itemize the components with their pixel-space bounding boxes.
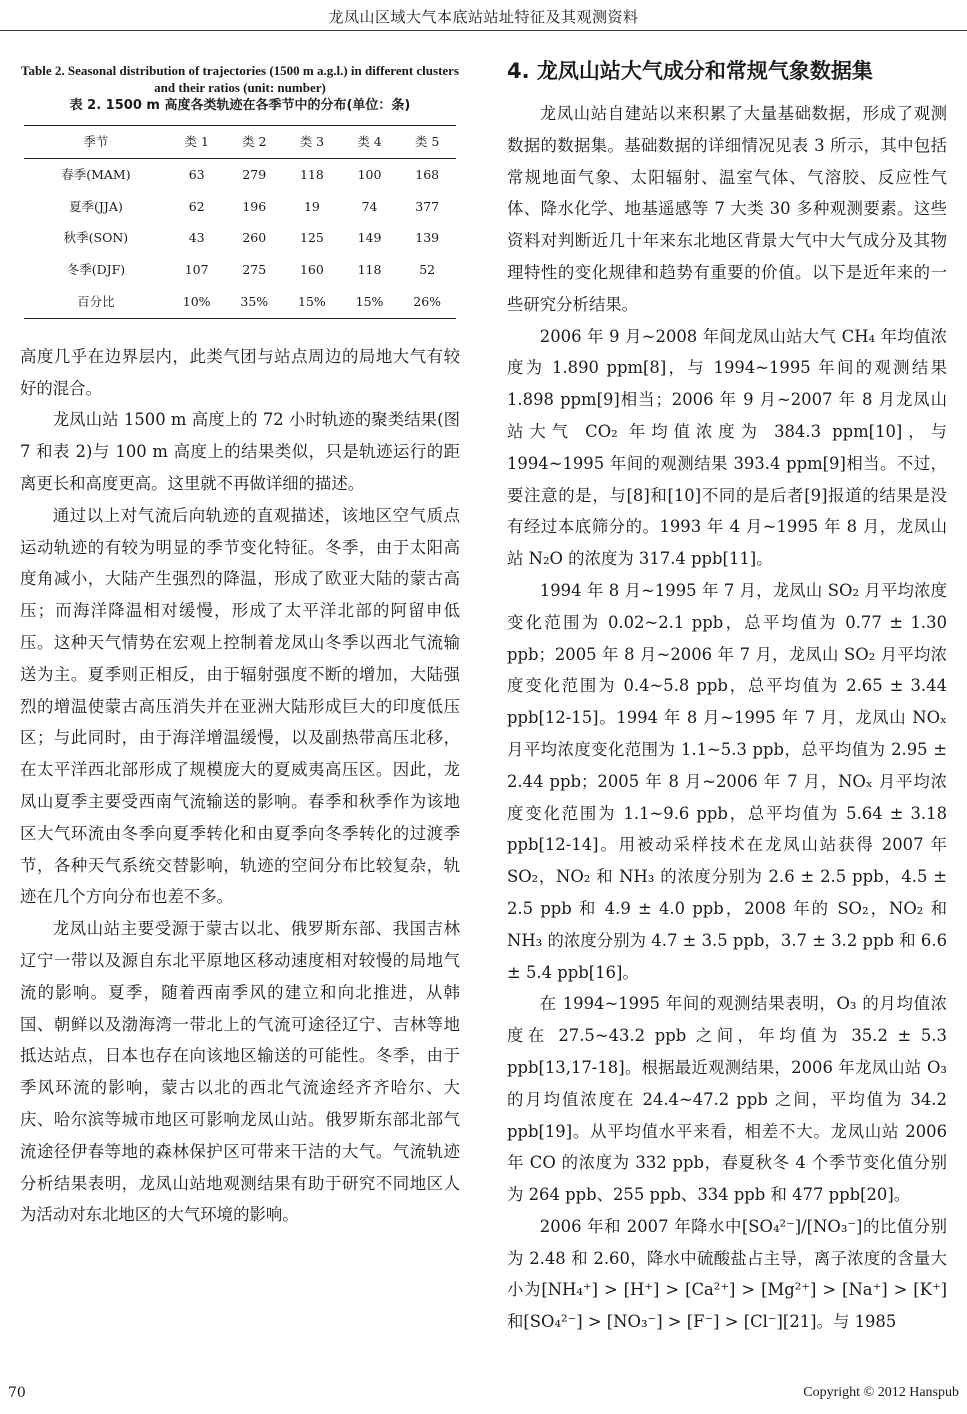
table-row [24, 158, 456, 190]
table-cell: 夏季(JJA) [69, 198, 123, 214]
body-paragraph: 在 1994~1995 年间的观测结果表明，O₃ 的月均值浓度在 27.5~43.2 ppb 之间，年均值为 35.2 ± 5.3 ppb[13,17-18]。根据最近观测结果，2006 年龙凤山站 O₃ 的月均值浓度在 24.4~47.2 ppb 之间，平均值为 34.2 ppb[19]。从平均值水平来看，相差不大。龙凤山站 2006 年 CO 的浓度为 332 ppb，春夏秋冬 4 个季节变化值分别为 264 ppb、255 ppb、334 ppb 和 477 ppb[20]。 [507, 994, 947, 1205]
column-header: 类 5 [398, 126, 456, 159]
table-cell: 118 [299, 166, 324, 182]
table-cell: 260 [242, 230, 267, 246]
table-row [24, 222, 456, 254]
body-paragraph: 2006 年和 2007 年降水中[SO₄²⁻]/[NO₃⁻]的比值分别为 2.48 和 2.60，降水中硫酸盐占主导，离子浓度的含量大小为[NH₄⁺] > [H⁺] > [Ca²⁺] > [Mg²⁺] > [Na⁺] > [K⁺]和[SO₄²⁻] > [NO₃⁻] > [F⁻] > [Cl⁻][21]。与 1985 [507, 1216, 947, 1332]
body-paragraph: 通过以上对气流后向轨迹的直观描述，该地区空气质点运动轨迹的有较为明显的季节变化特征。冬季，由于太阳高度角减小，大陆产生强烈的降温，形成了欧亚大陆的蒙古高压；而海洋降温相对缓慢，形成了太平洋北部的阿留申低压。这种天气情势在宏观上控制着龙凤山冬季以西北气流输送为主。夏季则正相反，由于辐射强度不断的增加，大陆强烈的增温使蒙古高压消失并在亚洲大陆形成巨大的印度低压区；与此同时，由于海洋增温缓慢，以及副热带高压北移，在太平洋西北部形成了规模庞大的夏威夷高压区。因此，龙凤山夏季主要受西南气流输送的影响。春季和秋季作为该地区大气环流由冬季向夏季转化和由夏季向冬季转化的过渡季节，各种天气系统交替影响，轨迹的空间分布比较复杂，轨迹在几个方向分布也差不多。 [20, 505, 460, 907]
table-caption-cn: 表 2. 1500 m 高度各类轨迹在各季节中的分布(单位：条) [69, 98, 411, 113]
table-cell: 秋季(SON) [63, 230, 129, 246]
copyright-notice: Copyright © 2012 Hanspub [803, 1385, 959, 1400]
table-cell: 26% [398, 286, 456, 318]
table-cell: 35% [225, 286, 283, 318]
column-header: 类 3 [283, 126, 341, 159]
column-header: 类 1 [168, 126, 226, 159]
body-paragraph: 1994 年 8 月~1995 年 7 月，龙凤山 SO₂ 月平均浓度变化范围为 0.02~2.1 ppb，总平均值为 0.77 ± 1.30 ppb；2005 年 8 月~2006 年 7 月，龙凤山 SO₂ 月平均浓度变化范围为 0.4~5.8 ppb，总平均值为 2.65 ± 3.44 ppb[12-15]。1994 年 8 月~1995 年 7 月，龙凤山 NOₓ 月平均浓度变化范围为 1.1~5.3 ppb，总平均值为 2.95 ± 2.44 ppb；2005 年 8 月~2006 年 7 月，NOₓ 月平均浓度变化范围为 1.1~9.6 ppb，总平均值为 5.64 ± 3.18 ppb[12-14]。用被动采样技术在龙凤山站获得 2007 年 SO₂，NO₂ 和 NH₃ 的浓度分别为 2.6 ± 2.5 ppb，4.5 ± 2.5 ppb 和 4.9 ± 4.0 ppb，2008 年的 SO₂，NO₂ 和 NH₃ 的浓度分别为 4.7 ± 3.5 ppb，3.7 ± 3.2 ppb 和 6.6 ± 5.4 ppb[16]。 [507, 580, 947, 982]
table-cell: 10% [168, 286, 226, 318]
table-cell: 43 [188, 230, 205, 246]
column-header: 类 4 [341, 126, 399, 159]
body-paragraph: 高度几乎在边界层内，此类气团与站点周边的局地大气有较好的混合。 [20, 346, 460, 398]
page-number: 70 [8, 1385, 26, 1401]
table-cell: 139 [415, 230, 440, 246]
table-cell: 125 [299, 230, 324, 246]
table-cell: 百分比 [24, 286, 168, 318]
body-paragraph: 2006 年 9 月~2008 年间龙凤山站大气 CH₄ 年均值浓度为 1.890 ppm[8]，与 1994~1995 年间的观测结果 1.898 ppm[9]相当；2006 年 9 月~2007 年 8 月龙凤山站大气 CO₂ 年均值浓度为 384.3 ppm[10]，与 1994~1995 年间的观测结果 393.4 ppm[9]相当。不过，要注意的是，与[8]和[10]不同的是后者[9]报道的结果是没有经过本底筛分的。1993 年 4 月~1995 年 8 月，龙凤山站 N₂O 的浓度为 317.4 ppb[11]。 [507, 326, 948, 569]
table-cell: 15% [283, 286, 341, 318]
table-cell: 15% [341, 286, 399, 318]
table-cell: 春季(MAM) [61, 166, 131, 182]
table-cell: 62 [188, 198, 205, 214]
table-cell: 196 [242, 198, 267, 214]
header-divider [0, 30, 967, 31]
table-cell: 74 [361, 198, 378, 214]
table-row [24, 286, 456, 318]
table-cell: 118 [357, 262, 382, 278]
trajectory-table [24, 125, 456, 319]
body-paragraph: 龙凤山站主要受源于蒙古以北、俄罗斯东部、我国吉林辽宁一带以及源自东北平原地区移动速度相对较慢的局地气流的影响。夏季，随着西南季风的建立和向北推进，从韩国、朝鲜以及渤海湾一带北上的气流可途径辽宁、吉林等地抵达站点，日本也存在向该地区输送的可能性。冬季，由于季风环流的影响，蒙古以北的西北气流途经齐齐哈尔、大庆、哈尔滨等城市地区可影响龙凤山站。俄罗斯东部北部气流途径伊春等地的森林保护区可带来干洁的大气。气流轨迹分析结果表明，龙凤山站地观测结果有助于研究不同地区人为活动对东北地区的大气环境的影响。 [20, 919, 460, 1225]
table-cell: 275 [242, 262, 267, 278]
table-cell: 19 [303, 198, 320, 214]
table-cell: 52 [419, 262, 436, 278]
table-cell: 377 [415, 198, 440, 214]
column-header: 类 2 [225, 126, 283, 159]
table-row [24, 191, 456, 223]
table-cell: 279 [242, 166, 267, 182]
table-cell: 107 [184, 262, 209, 278]
body-paragraph: 龙凤山站自建站以来积累了大量基础数据，形成了观测数据的数据集。基础数据的详细情况见表 3 所示，其中包括常规地面气象、太阳辐射、温室气体、气溶胶、反应性气体、降水化学、地基遥感等 7 大类 30 多种观测要素。这些资料对判断近几十年来东北地区背景大气中大气成分及其物理特性的变化规律和趋势有重要的价值。以下是近年来的一些研究分析结果。 [507, 104, 947, 314]
table-cell: 160 [299, 262, 324, 278]
section-heading: 4. 龙凤山站大气成分和常规气象数据集 [507, 59, 873, 83]
running-header: 龙凤山区域大气本底站站址特征及其观测资料 [328, 8, 639, 26]
table-cell: 100 [357, 166, 382, 182]
table-header-row [24, 126, 456, 159]
table-cell: 63 [188, 166, 205, 182]
table-caption-en: Table 2. Seasonal distribution of trajectories (1500 m a.g.l.) in different clusters and their ratios (unit: number) [21, 63, 459, 95]
table-cell: 149 [357, 230, 382, 246]
table-cell: 168 [415, 166, 440, 182]
table-cell: 冬季(DJF) [66, 262, 126, 278]
column-header: 季节 [24, 126, 168, 159]
body-paragraph: 龙凤山站 1500 m 高度上的 72 小时轨迹的聚类结果(图 7 和表 2)与 100 m 高度上的结果类似，只是轨迹运行的距离更长和高度更高。这里就不再做详细的描述。 [20, 410, 460, 493]
right-column [507, 56, 947, 1338]
table-row [24, 254, 456, 286]
left-column [20, 52, 460, 1231]
